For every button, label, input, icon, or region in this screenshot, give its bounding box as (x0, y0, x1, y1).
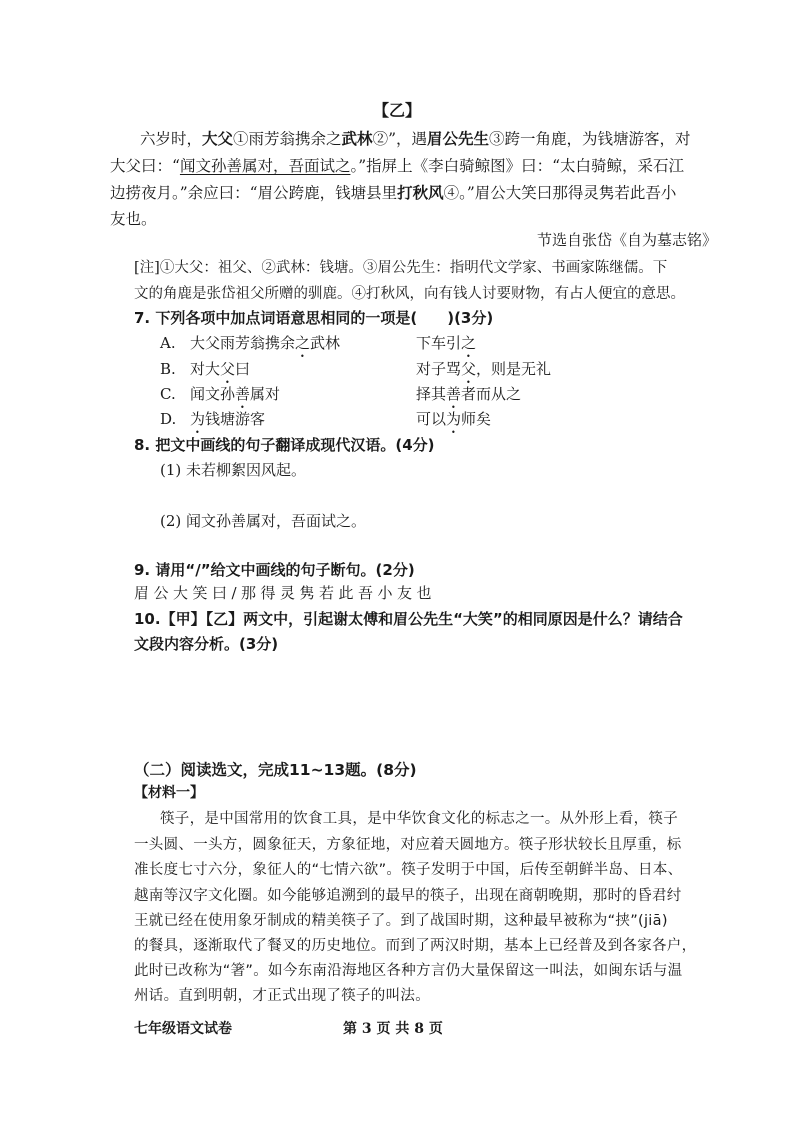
material-1-line: 一头圆、一头方，圆象征天，方象征地，对应着天圆地方。筷子形状较长且厚重，标 (134, 837, 682, 853)
text-span: 对子骂 (416, 360, 462, 378)
passage-yi-line-4: 友也。 (110, 210, 157, 228)
dotted-word: 善 (446, 385, 462, 403)
passage-source: 节选自张岱《自为墓志铭》 (536, 231, 717, 249)
question-8-item-1: (1) 未若柳絮因风起。 (160, 461, 307, 479)
dotted-word: 之 (461, 334, 477, 352)
question-10-line-2: 文段内容分析。(3分) (134, 635, 279, 653)
underlined-sentence: 闻文孙善属对，吾面试之 (179, 157, 351, 175)
option-letter: B. (160, 360, 176, 378)
text-span: 钱塘游客 (205, 410, 266, 428)
option-letter: D. (160, 410, 177, 428)
text-span: 者而从之 (461, 385, 522, 403)
text-span: 大父曰：“ (110, 157, 180, 175)
dotted-word: 父 (220, 360, 236, 378)
question-7-option-c (160, 384, 521, 412)
question-8-stem: 8. 把文中画线的句子翻译成现代汉语。(4分) (134, 436, 435, 454)
annotation-line-1: [注]①大父：祖父、②武林：钱塘。③眉公先生：指明代文学家、书画家陈继儒。下 (134, 260, 668, 276)
text-span: ③跨一角鹿，为钱塘游客，对 (489, 130, 691, 148)
text-span: 。”指屏上《李白骑鲸图》曰：“太白骑鲸，采石江 (350, 157, 685, 175)
text-span: 武林 (310, 334, 341, 352)
text-span: ④。”眉公大笑曰 (443, 184, 553, 202)
question-7-stem: 7. 下列各项中加点词语意思相同的一项是( )(3分) (134, 309, 494, 327)
material-1-line: 此时已改称为“箸”。如今东南沿海地区各种方言仍大量保留这一叫法，如闽东话与温 (134, 963, 683, 979)
text-span: 对大 (190, 360, 221, 378)
text-span: 师矣 (461, 410, 492, 428)
dotted-word: 之 (295, 334, 311, 352)
dotted-word: 为 (190, 410, 206, 428)
text-span: ②”，遇 (372, 130, 427, 148)
question-7-option-d (160, 409, 491, 437)
text-span: 可以 (416, 410, 447, 428)
question-9-stem: 9. 请用“/”给文中画线的句子断句。(2分) (134, 561, 415, 579)
passage-yi-heading: 【乙】 (372, 101, 421, 120)
footer-exam-title: 七年级语文试卷 (134, 1021, 232, 1037)
option-letter: A. (160, 334, 176, 352)
material-1-label: 【材料一】 (134, 785, 204, 801)
question-9-sentence: 眉公大笑曰/那得灵隽若此吾小友也 (134, 584, 437, 602)
passage-yi-line-1 (140, 129, 691, 149)
text-span: 大父 (202, 129, 234, 148)
question-10-line-1: 10.【甲】【乙】两文中，引起谢太傅和眉公先生“大笑”的相同原因是什么？请结合 (134, 610, 683, 628)
dotted-word: 善 (235, 385, 251, 403)
text-span: 曰 (235, 360, 251, 378)
text-span: 属对 (250, 385, 281, 403)
text-span: 那得灵隽若此吾小 (552, 184, 677, 202)
material-1-line: 的餐具，逐渐取代了餐叉的历史地位。而到了两汉时期，基本上已经普及到各家各户， (134, 938, 697, 954)
option-letter: C. (160, 385, 176, 403)
material-1-line: 越南等汉字文化圈。如今能够追溯到的最早的筷子，出现在商朝晚期，那时的昏君纣 (134, 888, 682, 904)
text-span: 边捞夜月。”余应曰：“眉公跨鹿，钱塘县里 (110, 184, 398, 202)
dotted-word: 父 (461, 360, 477, 378)
text-span: 下车引 (416, 334, 462, 352)
material-1-line: 准长度七寸六分，象征人的“七情六欲”。筷子发明于中国，后传至朝鲜半岛、日本、 (134, 862, 683, 878)
text-span: 闻文孙 (190, 385, 236, 403)
passage-yi-line-2 (110, 156, 684, 176)
question-8-item-2: (2) 闻文孙善属对，吾面试之。 (160, 512, 367, 530)
text-span: 武林 (341, 129, 373, 148)
material-1-line: 王就已经在使用象牙制成的精美筷子了。到了战国时期，这种最早被称为“挟”(jiā) (134, 913, 668, 929)
text-span: ，则是无礼 (476, 360, 552, 378)
text-span: ①雨芳翁携余之 (233, 130, 342, 148)
material-1-line: 州话。直到明朝，才正式出现了筷子的叫法。 (134, 988, 430, 1004)
dotted-word: 为 (446, 410, 462, 428)
section-2-heading: （二）阅读选文，完成11~13题。(8分) (134, 761, 417, 779)
text-span: 打秋风 (397, 183, 444, 202)
text-span: 六岁时， (140, 130, 203, 148)
text-span: 眉公先生 (427, 129, 490, 148)
text-span: 择其 (416, 385, 447, 403)
annotation-line-2: 文的角鹿是张岱祖父所赠的驯鹿。④打秋风，向有钱人讨要财物，有占人便宜的意思。 (134, 286, 685, 302)
text-span: 大父雨芳翁携余 (190, 334, 296, 352)
passage-yi-line-3 (110, 183, 676, 203)
footer-page-number: 第 3 页 共 8 页 (343, 1021, 443, 1037)
question-7-option-b (160, 359, 551, 387)
material-1-line: 筷子，是中国常用的饮食工具，是中华饮食文化的标志之一。从外形上看，筷子 (160, 811, 678, 827)
question-7-option-a (160, 333, 476, 361)
